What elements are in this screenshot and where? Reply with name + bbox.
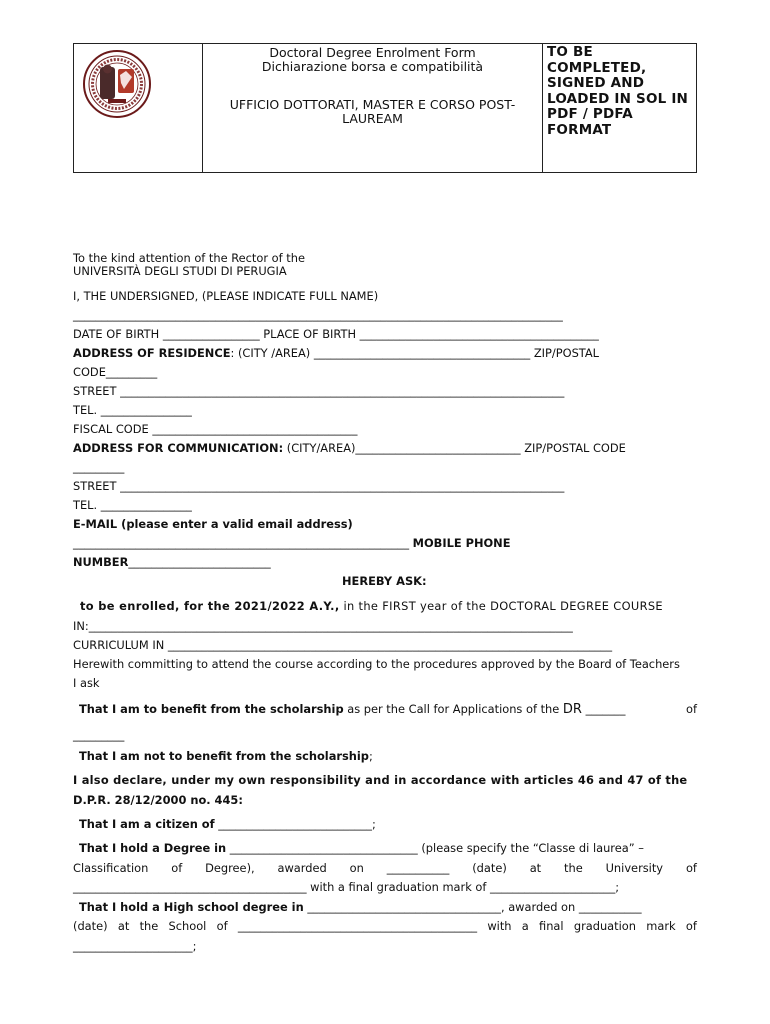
email-label: E-MAIL (please enter a valid email address) — [73, 517, 353, 531]
highschool-line-2 — [73, 919, 697, 933]
word: School — [168, 919, 207, 933]
degree-line-2 — [73, 861, 697, 875]
degree-field[interactable]: _________________________________ (please specify the “Classe di laurea” – — [226, 841, 644, 855]
word: with — [487, 919, 512, 933]
course-field[interactable]: IN:_____________________________________________________________________________________ — [73, 619, 573, 633]
school-field[interactable]: __________________________________________ — [237, 919, 478, 933]
title-cell — [203, 44, 543, 172]
committing-text: Herewith committing to attend the course according to the procedures approved by the Board of Teachers — [73, 657, 680, 671]
communication-label: ADDRESS FOR COMMUNICATION: — [73, 441, 284, 455]
word: a — [521, 919, 529, 933]
residence-tel-field[interactable]: TEL. ________________ — [73, 403, 192, 417]
residence-city-field[interactable]: : (CITY /AREA) ______________________________________ ZIP/POSTAL — [230, 346, 600, 360]
word: of — [171, 861, 183, 875]
place-of-birth-field[interactable]: __________________________________________ — [359, 327, 599, 341]
word: awarded — [277, 861, 327, 875]
full-name-field[interactable]: ______________________________________________________________________________________ — [73, 308, 563, 322]
residence-code-field[interactable]: CODE_________ — [73, 365, 158, 379]
word: University — [605, 861, 664, 875]
notice-line: LOADED IN SOL IN — [547, 90, 689, 107]
word: of — [685, 919, 697, 933]
date-of-birth-field[interactable]: _________________ — [162, 327, 260, 341]
citizen-bold: That I am a citizen of — [79, 817, 215, 831]
enroll-line — [80, 599, 663, 613]
number-label: NUMBER — [73, 555, 129, 569]
notice-cell — [543, 44, 696, 172]
notice-line: PDF / PDFA — [547, 106, 633, 122]
citizenship-field[interactable]: ___________________________; — [214, 817, 376, 831]
form-title: Doctoral Degree Enrolment Form — [269, 45, 476, 60]
residence-label: ADDRESS OF RESIDENCE — [73, 346, 231, 360]
word: mark — [646, 919, 676, 933]
i-ask-text: I ask — [73, 676, 100, 690]
mobile-phone-label: MOBILE PHONE — [412, 536, 511, 550]
communication-city-field[interactable]: (CITY/AREA)_____________________________ ZIP/POSTAL CODE — [283, 441, 626, 455]
word: (date) — [73, 919, 108, 933]
word: final — [539, 919, 564, 933]
word: the — [139, 919, 159, 933]
word: at — [529, 861, 542, 875]
office-line-2: LAUREAM — [342, 111, 403, 126]
mobile-number-field[interactable]: _________________________ — [128, 555, 271, 569]
degree-university-field[interactable]: _________________________________________ with a final graduation mark of ______________________; — [73, 880, 620, 894]
addressee-line-2: UNIVERSITÀ DEGLI STUDI DI PERUGIA — [73, 264, 287, 278]
highschool-line-1 — [79, 900, 642, 914]
communication-code-field[interactable]: _________ — [73, 460, 125, 474]
birth-line — [73, 327, 599, 341]
undersigned-label: I, THE UNDERSIGNED, (PLEASE INDICATE FULL NAME) — [73, 289, 379, 303]
declaration-line-2: D.P.R. 28/12/2000 no. 445: — [73, 793, 243, 807]
notice-line: SIGNED AND — [547, 75, 645, 91]
not-benefit-bold: That I am not to benefit from the scholarship — [79, 749, 369, 763]
word: of — [685, 861, 697, 875]
notice-line: COMPLETED, — [547, 59, 647, 76]
declaration-line-1: I also declare, under my own responsibility and in accordance with articles 46 and 47 of the — [73, 773, 688, 787]
communication-street-field[interactable]: STREET ______________________________________________________________________________ — [73, 479, 565, 493]
communication-tel-field[interactable]: TEL. ________________ — [73, 498, 192, 512]
addressee-line-1: To the kind attention of the Rector of the — [73, 251, 305, 265]
word: Classification — [73, 861, 149, 875]
word: Degree), — [205, 861, 255, 875]
header-table — [73, 43, 697, 173]
word: at — [117, 919, 130, 933]
not-benefit-rest: ; — [368, 749, 373, 763]
not-benefit-line — [79, 749, 373, 763]
benefit-line — [73, 702, 697, 717]
enroll-bold: to be enrolled, for the 2021/2022 A.Y., — [80, 599, 340, 613]
degree-bold: That I hold a Degree in — [79, 841, 227, 855]
citizen-line — [79, 817, 376, 831]
highschool-field[interactable]: __________________________________, awarded on ___________ — [303, 900, 642, 914]
number-line — [73, 555, 271, 569]
communication-line — [73, 441, 626, 455]
benefit-bold: That I am to benefit from the scholarship — [79, 702, 344, 716]
benefit-rest: as per the Call for Applications of the — [343, 702, 563, 716]
notice-line: TO BE — [547, 44, 593, 60]
email-field[interactable]: ___________________________________________________________ — [73, 536, 410, 550]
word: of — [216, 919, 228, 933]
place-of-birth-label: PLACE OF BIRTH — [263, 327, 357, 341]
degree-line-1 — [79, 841, 644, 855]
dr-label: DR — [562, 702, 582, 717]
call-year-field[interactable]: _________ — [73, 728, 125, 742]
enroll-rest: in the FIRST year of the DOCTORAL DEGREE COURSE — [339, 599, 663, 613]
word: the — [564, 861, 583, 875]
email-line — [73, 536, 510, 550]
curriculum-field[interactable]: CURRICULUM IN ______________________________________________________________________________ — [73, 638, 613, 652]
word: on — [349, 861, 364, 875]
word: (date) — [472, 861, 507, 875]
logo-cell — [74, 44, 203, 172]
form-subtitle: Dichiarazione borsa e compatibilità — [261, 59, 484, 74]
residence-street-field[interactable]: STREET ______________________________________________________________________________ — [73, 384, 565, 398]
highschool-mark-field[interactable]: _____________________; — [73, 939, 197, 953]
residence-line — [73, 346, 599, 360]
notice-line: FORMAT — [547, 121, 612, 138]
date-of-birth-label: DATE OF BIRTH — [73, 327, 160, 341]
fiscal-code-field[interactable]: FISCAL CODE ____________________________________ — [73, 422, 358, 436]
hereby-ask-heading: HEREBY ASK: — [342, 574, 427, 588]
office-line-1: UFFICIO DOTTORATI, MASTER E CORSO POST- — [229, 97, 516, 112]
word: graduation — [573, 919, 636, 933]
dr-field[interactable]: _______ — [585, 702, 626, 716]
highschool-bold: That I hold a High school degree in — [79, 900, 304, 914]
of-label: of — [686, 702, 697, 716]
degree-date-field[interactable]: ___________ — [386, 861, 450, 875]
university-seal-icon — [78, 49, 156, 119]
